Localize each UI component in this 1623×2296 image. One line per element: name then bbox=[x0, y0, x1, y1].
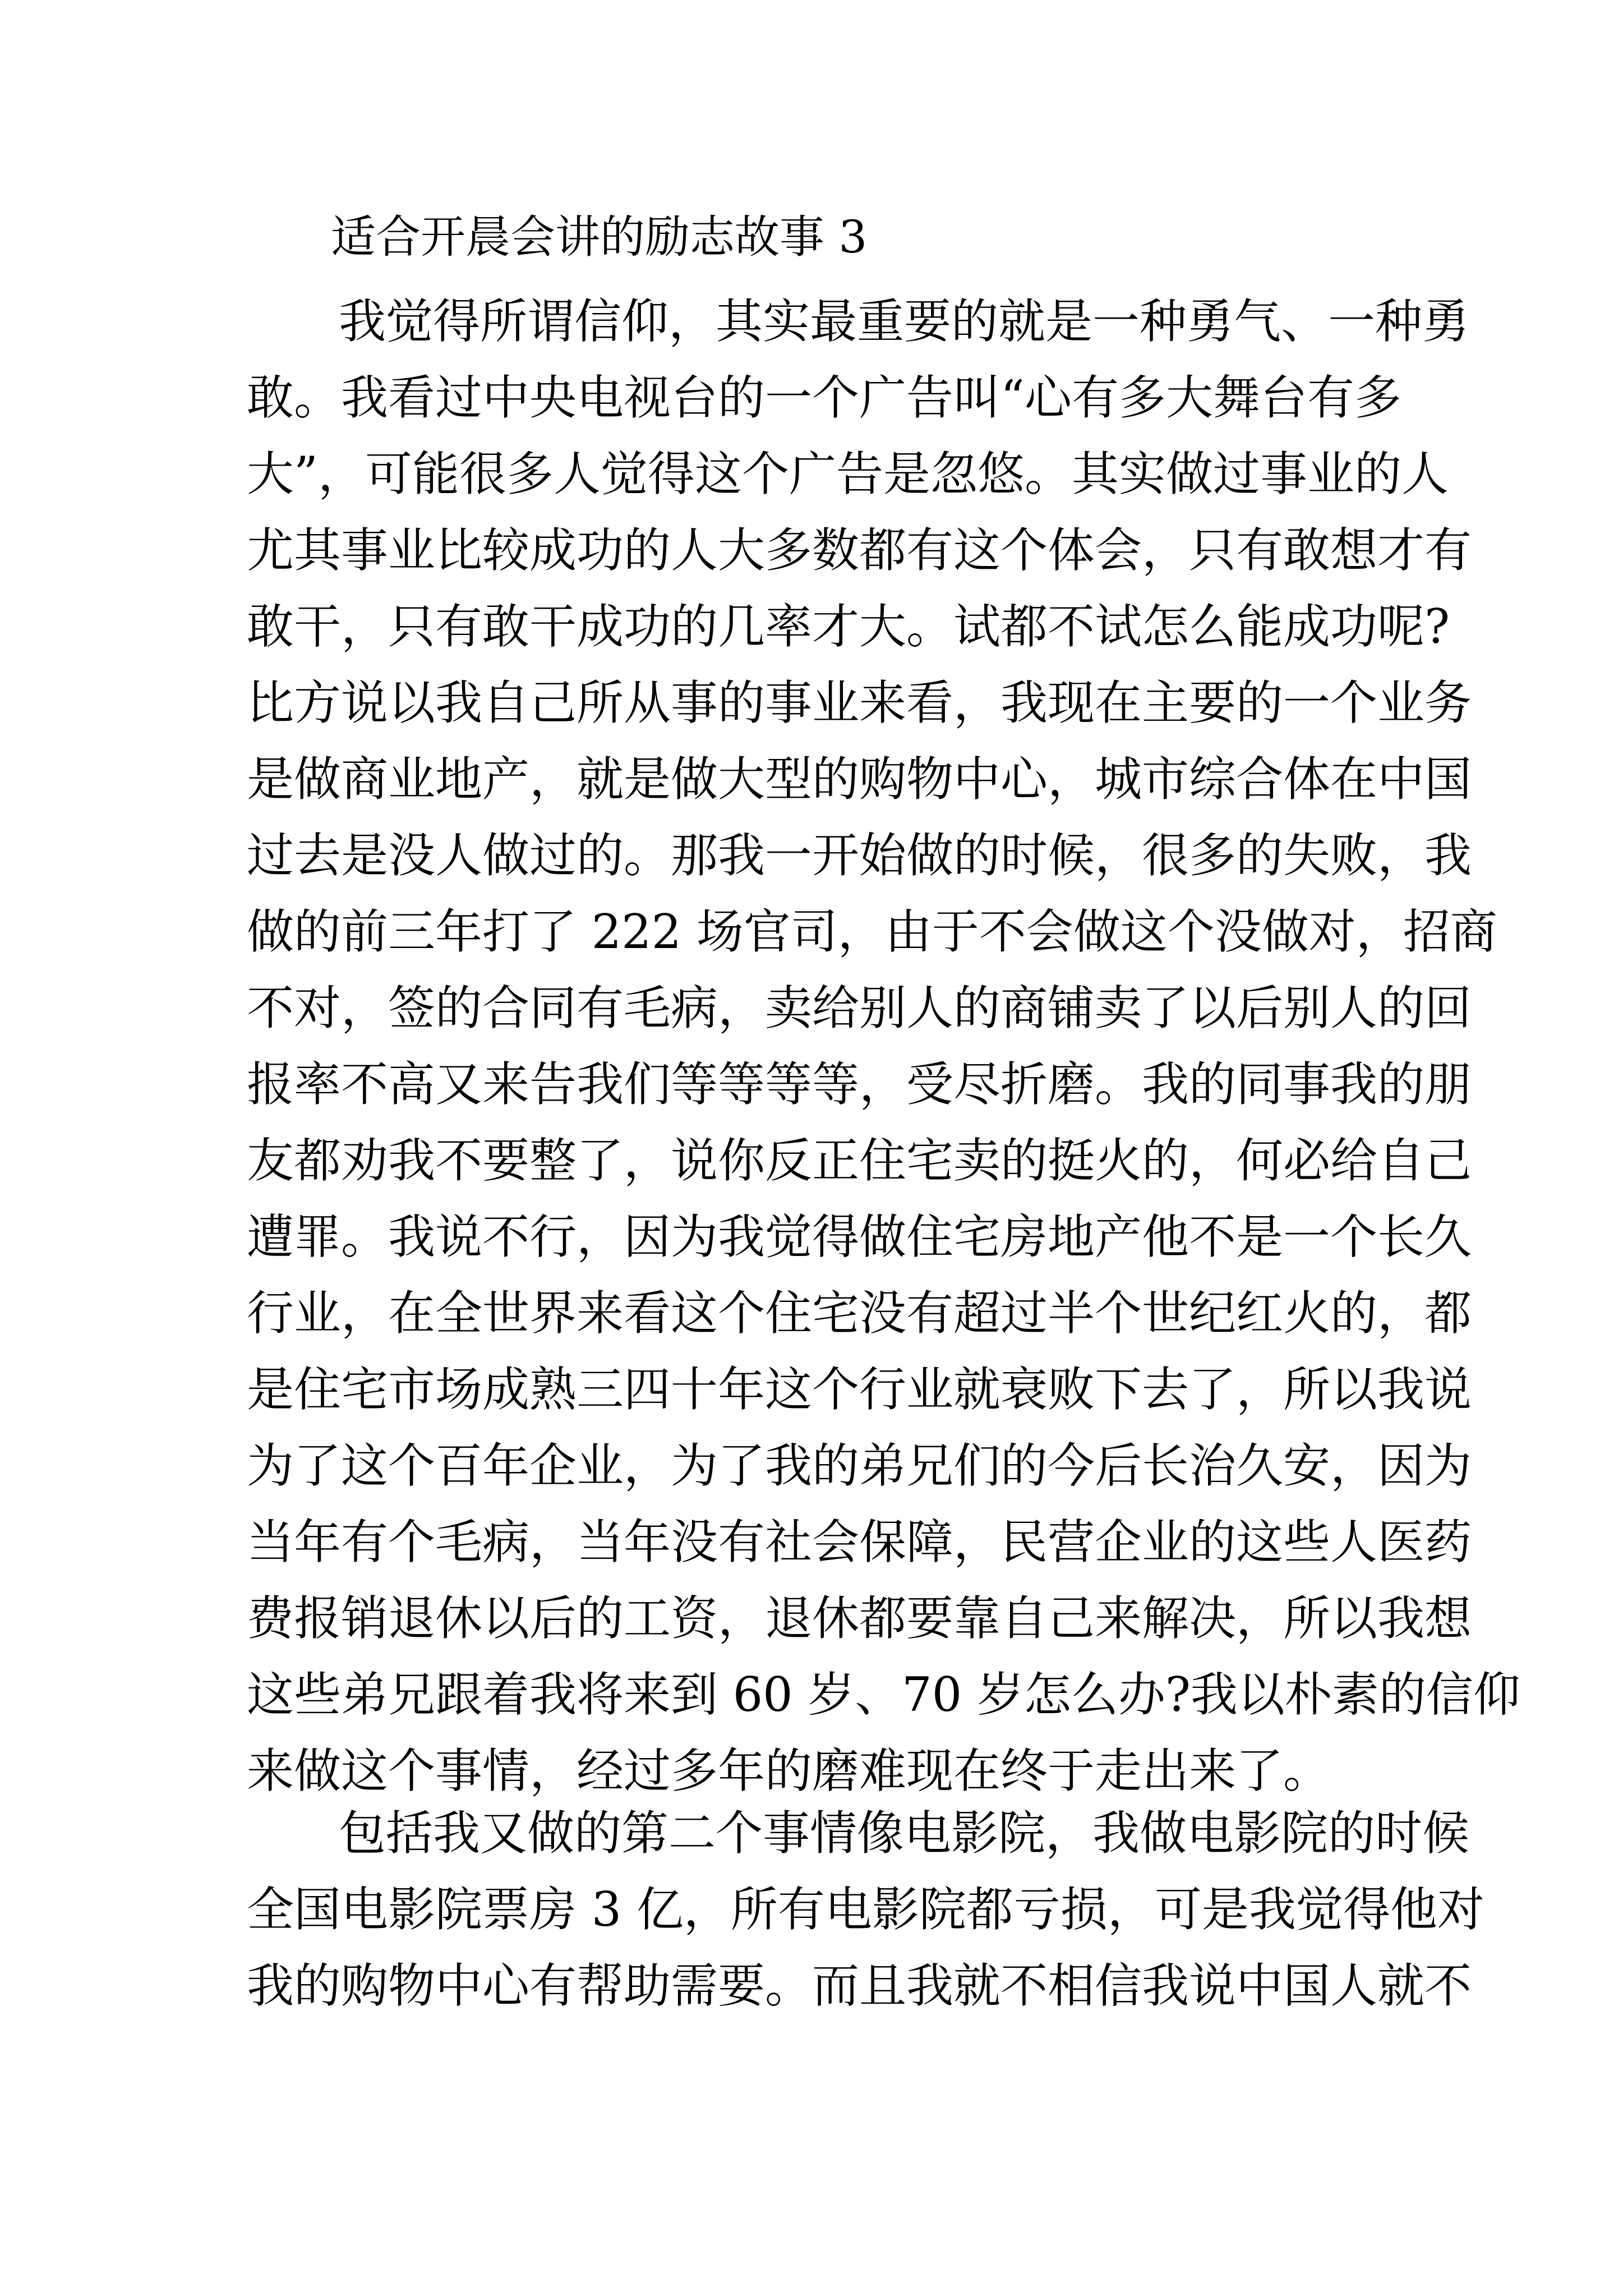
paragraph-line: 是住宅市场成熟三四十年这个行业就衰败下去了，所以我说 bbox=[247, 1362, 1472, 1417]
paragraph-2 bbox=[247, 1795, 1484, 2024]
paragraph-line: 比方说以我自己所从事的事业来看，我现在主要的一个业务 bbox=[247, 675, 1472, 730]
paragraph-line: 为了这个百年企业，为了我的弟兄们的今后长治久安，因为 bbox=[247, 1438, 1472, 1493]
paragraph-line: 当年有个毛病，当年没有社会保障，民营企业的这些人医药 bbox=[247, 1515, 1472, 1570]
paragraph-line: 是做商业地产，就是做大型的购物中心，城市综合体在中国 bbox=[247, 752, 1472, 807]
paragraph-line: 敢干，只有敢干成功的几率才大。试都不试怎么能成功呢? bbox=[247, 599, 1450, 654]
paragraph-line: 做的前三年打了 222 场官司，由于不会做这个没做对，招商 bbox=[247, 904, 1497, 959]
paragraph-line: 我的购物中心有帮助需要。而且我就不相信我说中国人就不 bbox=[247, 1958, 1472, 2013]
paragraph-line: 敢。我看过中央电视台的一个广告叫“心有多大舞台有多 bbox=[247, 370, 1401, 425]
paragraph-line: 费报销退休以后的工资，退休都要靠自己来解决，所以我想 bbox=[247, 1591, 1472, 1646]
paragraph-line: 不对，签的合同有毛病，卖给别人的商铺卖了以后别人的回 bbox=[247, 981, 1472, 1036]
paragraph-line: 包括我又做的第二个事情像电影院，我做电影院的时候 bbox=[339, 1806, 1470, 1861]
document-heading: 适合开晨会讲的励志故事 3 bbox=[331, 211, 868, 263]
paragraph-line: 友都劝我不要整了，说你反正住宅卖的挺火的，何必给自己 bbox=[247, 1133, 1472, 1188]
paragraph-line: 来做这个事情，经过多年的磨难现在终于走出来了。 bbox=[247, 1743, 1331, 1798]
paragraph-line: 过去是没人做过的。那我一开始做的时候，很多的失败，我 bbox=[247, 828, 1472, 883]
paragraph-line: 尤其事业比较成功的人大多数都有这个体会，只有敢想才有 bbox=[247, 523, 1472, 578]
paragraph-line: 这些弟兄跟着我将来到 60 岁、70 岁怎么办?我以朴素的信仰 bbox=[247, 1667, 1520, 1722]
paragraph-line: 大”，可能很多人觉得这个广告是忽悠。其实做过事业的人 bbox=[247, 447, 1449, 501]
paragraph-1 bbox=[247, 283, 1520, 1809]
paragraph-line: 行业，在全世界来看这个住宅没有超过半个世纪红火的，都 bbox=[247, 1286, 1472, 1341]
paragraph-line: 遭罪。我说不行，因为我觉得做住宅房地产他不是一个长久 bbox=[247, 1209, 1472, 1264]
paragraph-line: 报率不高又来告我们等等等等，受尽折磨。我的同事我的朋 bbox=[247, 1057, 1472, 1112]
paragraph-line: 全国电影院票房 3 亿，所有电影院都亏损，可是我觉得他对 bbox=[247, 1882, 1484, 1937]
paragraph-line: 我觉得所谓信仰，其实最重要的就是一种勇气、一种勇 bbox=[339, 294, 1470, 349]
